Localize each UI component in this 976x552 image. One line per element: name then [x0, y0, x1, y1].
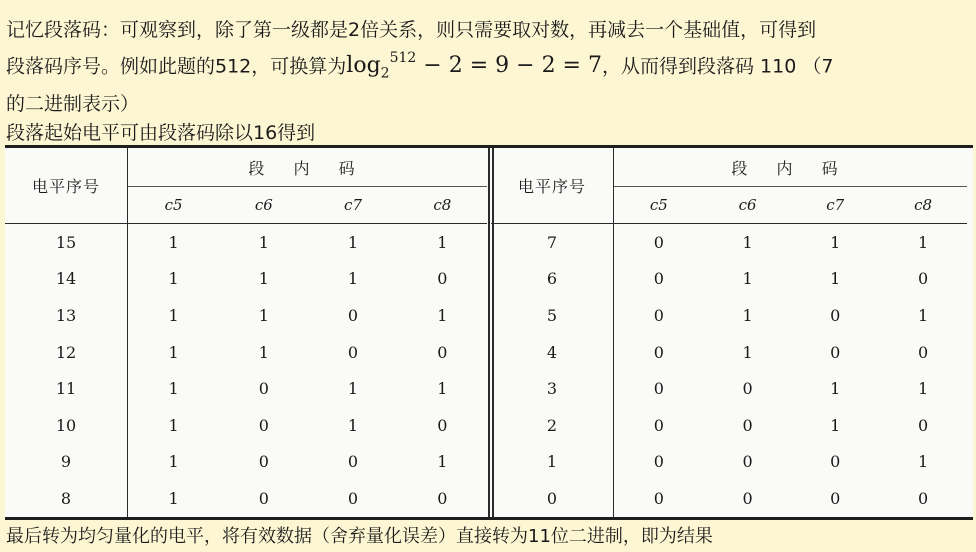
table-row	[5, 444, 487, 481]
bit-cell: 1	[917, 306, 929, 326]
table-right-half	[491, 148, 967, 517]
bit-cell: 1	[742, 306, 753, 326]
bit-header-c7: c7	[791, 187, 879, 224]
bit-cell: 1	[917, 232, 929, 252]
level-cell: 9	[5, 444, 128, 481]
intro-line-1: 记忆段落码：可观察到，除了第一级都是2倍关系，则只需要取对数，再减去一个基础值，可得到	[6, 19, 817, 41]
table-row	[5, 261, 487, 298]
bit-header-c7: c7	[308, 187, 397, 224]
bit-cell: 0	[437, 415, 448, 435]
table-row	[491, 480, 967, 517]
table-row	[5, 224, 487, 261]
bit-cell: 0	[347, 489, 359, 509]
bit-cell: 0	[830, 452, 841, 472]
level-cell: 4	[491, 334, 614, 371]
bit-cell: 1	[168, 489, 179, 509]
log-formula	[346, 50, 602, 82]
bit-cell: 1	[437, 452, 448, 472]
log-symbol: log	[346, 53, 381, 79]
bit-cell: 0	[917, 415, 929, 435]
bit-cell: 0	[830, 489, 841, 509]
bit-cell: 1	[168, 232, 179, 252]
bit-cell: 1	[168, 452, 179, 472]
bit-cell: 1	[258, 232, 269, 252]
bit-header-c8: c8	[879, 187, 967, 224]
right-table-body	[491, 224, 967, 518]
level-cell: 8	[5, 480, 128, 517]
bit-cell: 0	[917, 489, 929, 509]
bit-cell: 1	[437, 379, 448, 399]
bit-cell: 0	[742, 489, 753, 509]
table-divider-line	[488, 148, 490, 517]
bit-cell: 0	[917, 269, 929, 289]
bit-cell: 1	[917, 379, 929, 399]
segment-start-note: 段落起始电平可由段落码除以16得到	[6, 122, 316, 144]
bit-cell: 0	[653, 306, 664, 326]
level-cell: 0	[491, 480, 614, 517]
bit-cell: 1	[742, 269, 753, 289]
segment-code-table	[5, 145, 973, 520]
level-cell: 2	[491, 407, 614, 444]
level-cell: 5	[491, 297, 614, 334]
bit-cell: 1	[830, 415, 841, 435]
bit-cell: 1	[347, 232, 359, 252]
bit-cell: 1	[168, 342, 179, 362]
bit-cell: 0	[742, 415, 753, 435]
intro-line-3: 的二进制表示）	[6, 92, 140, 115]
level-cell: 12	[5, 334, 128, 371]
intro-paragraph	[6, 15, 972, 119]
bit-cell: 0	[258, 489, 269, 509]
bit-cell: 0	[830, 306, 841, 326]
bit-cell: 1	[168, 306, 179, 326]
bit-cell: 1	[437, 306, 448, 326]
level-cell: 6	[491, 261, 614, 298]
bit-cell: 1	[347, 269, 359, 289]
bit-cell: 0	[830, 342, 841, 362]
level-cell: 3	[491, 370, 614, 407]
intro-line-2-end: ，从而得到段落码 110 （7	[601, 55, 834, 78]
bit-cell: 1	[742, 342, 753, 362]
bit-header-c6: c6	[219, 187, 308, 224]
bit-cell: 0	[653, 269, 664, 289]
level-cell: 14	[5, 261, 128, 298]
bit-cell: 1	[742, 232, 753, 252]
right-code-table	[491, 148, 967, 517]
bit-cell: 0	[917, 342, 929, 362]
bit-cell: 1	[168, 415, 179, 435]
table-row	[491, 261, 967, 298]
table-row	[5, 334, 487, 371]
bit-cell: 0	[653, 415, 664, 435]
bit-header-c5: c5	[614, 187, 704, 224]
level-header: 电平序号	[5, 148, 128, 224]
level-cell: 13	[5, 297, 128, 334]
table-row	[491, 297, 967, 334]
bit-cell: 0	[653, 379, 664, 399]
segment-code-header: 段 内 码	[128, 148, 488, 187]
bit-cell: 1	[168, 379, 179, 399]
bit-cell: 1	[917, 452, 929, 472]
bit-cell: 1	[830, 379, 841, 399]
table-row	[491, 224, 967, 261]
bit-cell: 1	[258, 269, 269, 289]
bit-header-c5: c5	[128, 187, 220, 224]
table-row	[491, 334, 967, 371]
bit-cell: 0	[258, 379, 269, 399]
bit-cell: 0	[437, 342, 448, 362]
intro-line-2	[6, 45, 972, 89]
table-row	[5, 480, 487, 517]
bit-cell: 0	[437, 489, 448, 509]
table-left-half	[5, 148, 487, 517]
level-cell: 11	[5, 370, 128, 407]
bit-cell: 0	[653, 452, 664, 472]
bit-cell: 1	[830, 232, 841, 252]
table-row	[491, 370, 967, 407]
left-table-body	[5, 224, 487, 518]
log-argument: 512	[389, 50, 417, 66]
bit-cell: 0	[653, 342, 664, 362]
bit-cell: 0	[437, 269, 448, 289]
bit-cell: 0	[653, 489, 664, 509]
bit-cell: 1	[347, 379, 359, 399]
level-cell: 1	[491, 444, 614, 481]
bit-cell: 1	[830, 269, 841, 289]
bit-cell: 1	[258, 306, 269, 326]
level-cell: 7	[491, 224, 614, 261]
bit-cell: 0	[742, 379, 753, 399]
bit-cell: 1	[258, 342, 269, 362]
log-base: 2	[380, 65, 390, 82]
level-cell: 15	[5, 224, 128, 261]
intro-line-2-start: 段落码序号。例如此题的512，可换算为	[6, 55, 347, 78]
conclusion-paragraph: 最后转为均匀量化的电平，将有效数据（舍弃量化误差）直接转为11位二进制，即为结果	[6, 526, 713, 547]
table-row	[5, 407, 487, 444]
table-row	[5, 370, 487, 407]
level-header: 电平序号	[491, 148, 614, 224]
level-cell: 10	[5, 407, 128, 444]
bit-cell: 1	[168, 269, 179, 289]
bit-cell: 0	[653, 232, 664, 252]
bit-cell: 0	[347, 306, 359, 326]
bit-cell: 0	[347, 452, 359, 472]
bit-header-c8: c8	[398, 187, 487, 224]
bit-cell: 1	[437, 232, 448, 252]
table-row	[491, 407, 967, 444]
segment-code-header: 段 内 码	[614, 148, 968, 187]
bit-cell: 0	[742, 452, 753, 472]
log-equation-rest: − 2 = 9 − 2 = 7	[416, 53, 602, 79]
bit-header-c6: c6	[704, 187, 792, 224]
bit-cell: 0	[258, 415, 269, 435]
table-row	[491, 444, 967, 481]
table-row	[5, 297, 487, 334]
bit-cell: 0	[347, 342, 359, 362]
left-code-table	[5, 148, 487, 517]
bit-cell: 0	[258, 452, 269, 472]
bit-cell: 1	[347, 415, 359, 435]
